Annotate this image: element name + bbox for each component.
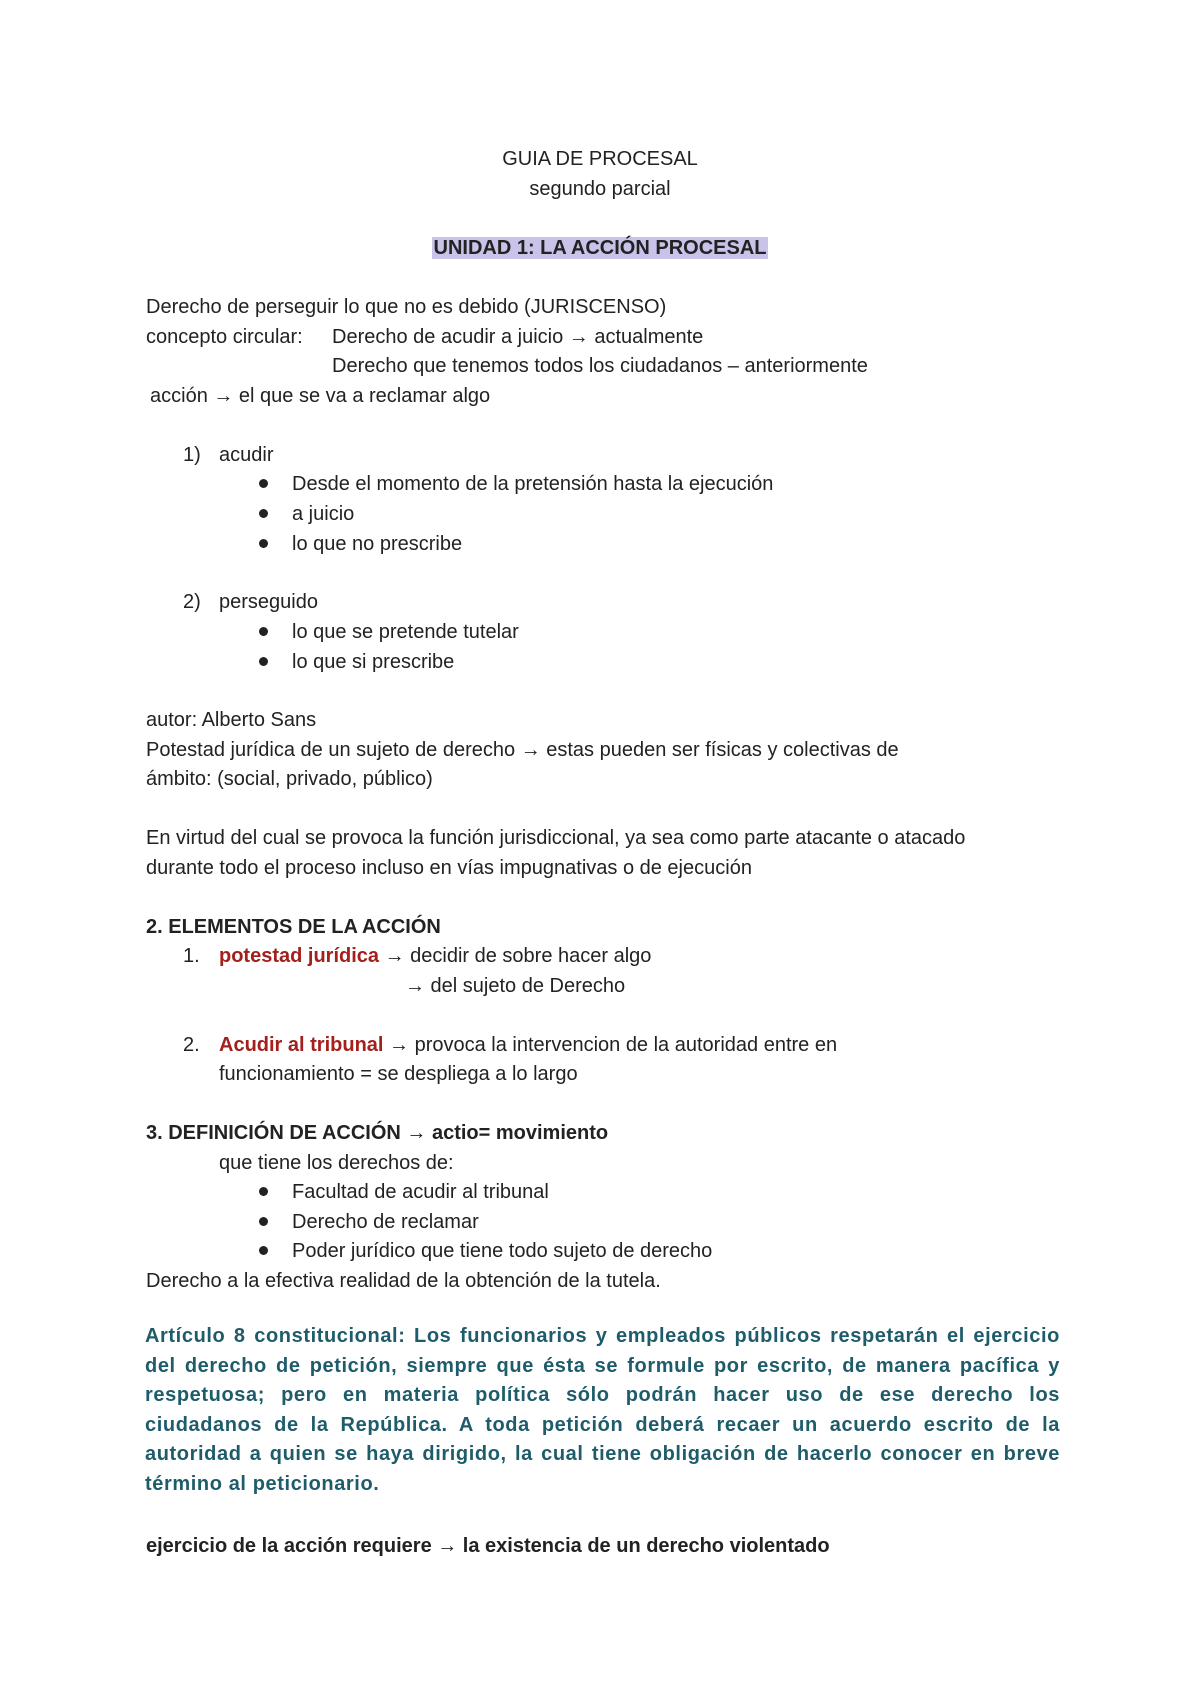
definicion-item: Poder jurídico que tiene todo sujeto de derecho bbox=[292, 1240, 713, 1262]
definicion-item: Derecho de reclamar bbox=[292, 1211, 479, 1233]
bullet-icon bbox=[259, 1217, 268, 1226]
bullet-icon bbox=[259, 509, 268, 518]
bullet-icon bbox=[259, 479, 268, 488]
elementos-item2-cont: funcionamiento = se despliega a lo largo bbox=[219, 1063, 578, 1085]
document-subtitle: segundo parcial bbox=[529, 178, 671, 200]
concepto-b: Derecho que tenemos todos los ciudadanos – anteriormente bbox=[332, 355, 868, 377]
elementos-item2-number: 2. bbox=[183, 1034, 200, 1056]
elementos-item1 bbox=[219, 944, 651, 968]
final-line: ejercicio de la acción requiere → la existencia de un derecho violentado bbox=[146, 1535, 830, 1557]
definicion-intro: que tiene los derechos de: bbox=[219, 1152, 454, 1174]
bullet-icon bbox=[259, 1246, 268, 1255]
elementos-item1-key: potestad jurídica bbox=[219, 945, 380, 967]
accion-line: acción → el que se va a reclamar algo bbox=[150, 385, 491, 407]
definicion-item: Facultad de acudir al tribunal bbox=[292, 1181, 549, 1203]
list1-label: acudir bbox=[219, 444, 274, 466]
unit-heading bbox=[0, 236, 1200, 260]
list1-number: 1) bbox=[183, 444, 201, 466]
elementos-item2 bbox=[219, 1033, 837, 1057]
definicion-heading: 3. DEFINICIÓN DE ACCIÓN → actio= movimiento bbox=[146, 1122, 609, 1144]
elementos-item2-rest: → provoca la intervencion de la autoridad entre en bbox=[383, 1034, 838, 1056]
virtud-line-2: durante todo el proceso incluso en vías impugnativas o de ejecución bbox=[146, 857, 752, 879]
list2-item: lo que si prescribe bbox=[292, 651, 455, 673]
elementos-item1-cont: → del sujeto de Derecho bbox=[405, 975, 626, 997]
bullet-icon bbox=[259, 1187, 268, 1196]
list2-item: lo que se pretende tutelar bbox=[292, 621, 519, 643]
potestad-line: Potestad jurídica de un sujeto de derecho → estas pueden ser físicas y colectivas de bbox=[146, 739, 899, 761]
autor-line: autor: Alberto Sans bbox=[146, 709, 317, 731]
elementos-item1-rest: → decidir de sobre hacer algo bbox=[379, 945, 652, 967]
intro-line: Derecho de perseguir lo que no es debido (JURISCENSO) bbox=[146, 296, 667, 318]
concepto-a: Derecho de acudir a juicio → actualmente bbox=[332, 326, 704, 348]
bullet-icon bbox=[259, 657, 268, 666]
definicion-closing: Derecho a la efectiva realidad de la obtención de la tutela. bbox=[146, 1270, 661, 1292]
bullet-icon bbox=[259, 627, 268, 636]
list1-item: lo que no prescribe bbox=[292, 533, 463, 555]
list1-item: a juicio bbox=[292, 503, 355, 525]
list2-number: 2) bbox=[183, 591, 201, 613]
articulo-8-paragraph: Artículo 8 constitucional: Los funcionarios y empleados públicos respetarán el ejercicio del derecho de petición, siempre que ésta se formule por escrito, de manera pacífica y respetuosa; pero en materia política sólo podrán hacer uso de ese derecho los ciudadanos de la República. A toda petición deberá recaer un acuerdo escrito de la autoridad a quien se haya dirigido, la cual tiene obligación de hacerlo conocer en breve término al peticionario. bbox=[145, 1325, 1060, 1495]
document-title: GUIA DE PROCESAL bbox=[502, 148, 698, 170]
bullet-icon bbox=[259, 539, 268, 548]
elementos-heading: 2. ELEMENTOS DE LA ACCIÓN bbox=[146, 916, 441, 938]
ambito-line: ámbito: (social, privado, público) bbox=[146, 768, 433, 790]
virtud-line-1: En virtud del cual se provoca la función jurisdiccional, ya sea como parte atacante o atacado bbox=[146, 827, 966, 849]
elementos-item2-key: Acudir al tribunal bbox=[219, 1034, 384, 1056]
elementos-item1-number: 1. bbox=[183, 945, 200, 967]
concepto-label: concepto circular: bbox=[146, 326, 303, 348]
list1-item: Desde el momento de la pretensión hasta la ejecución bbox=[292, 473, 774, 495]
unit-heading-text: UNIDAD 1: LA ACCIÓN PROCESAL bbox=[433, 237, 767, 259]
list2-label: perseguido bbox=[219, 591, 318, 613]
